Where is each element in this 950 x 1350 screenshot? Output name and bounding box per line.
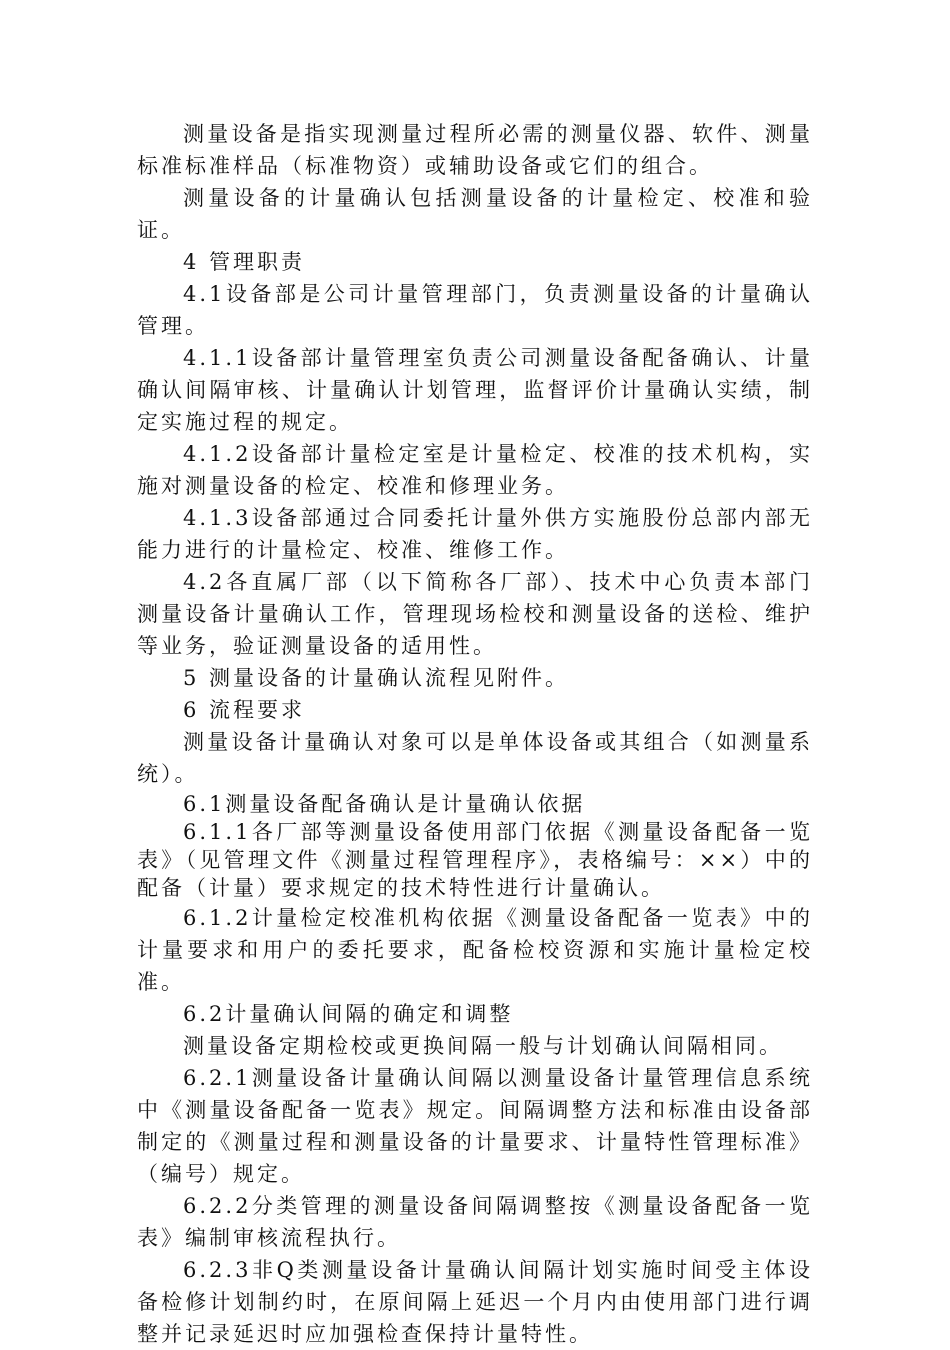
- paragraph-definition-confirmation: 测量设备的计量确认包括测量设备的计量检定、校准和验证。: [137, 186, 813, 242]
- paragraph-confirmation-object: 测量设备计量确认对象可以是单体设备或其组合（如测量系统）。: [137, 730, 813, 786]
- clause-4-2: 4.2各直属厂部（以下简称各厂部）、技术中心负责本部门测量设备计量确认工作，管理现场检校和测量设备的送检、维护等业务，验证测量设备的适用性。: [137, 570, 813, 658]
- clause-4-1-2: 4.1.2设备部计量检定室是计量检定、校准的技术机构，实施对测量设备的检定、校准和修理业务。: [137, 442, 813, 498]
- document-body: [137, 118, 813, 1350]
- paragraph-interval-general: 测量设备定期检校或更换间隔一般与计划确认间隔相同。: [183, 1034, 783, 1058]
- section-heading-6: 6 流程要求: [183, 698, 306, 722]
- clause-6-2: 6.2计量确认间隔的确定和调整: [183, 1002, 514, 1026]
- clause-4-1: 4.1设备部是公司计量管理部门，负责测量设备的计量确认管理。: [137, 282, 813, 338]
- section-heading-4: 4 管理职责: [183, 250, 306, 274]
- section-heading-5: 5 测量设备的计量确认流程见附件。: [183, 666, 570, 690]
- clause-6-1-2: 6.1.2计量检定校准机构依据《测量设备配备一览表》中的计量要求和用户的委托要求，配备检校资源和实施计量检定校准。: [137, 906, 813, 994]
- paragraph-definition-measuring-equipment: 测量设备是指实现测量过程所必需的测量仪器、软件、测量标准标准样品（标准物资）或辅助设备或它们的组合。: [137, 122, 813, 178]
- clause-4-1-3: 4.1.3设备部通过合同委托计量外供方实施股份总部内部无能力进行的计量检定、校准、维修工作。: [137, 506, 813, 562]
- clause-6-2-2: 6.2.2分类管理的测量设备间隔调整按《测量设备配备一览表》编制审核流程执行。: [137, 1194, 813, 1250]
- clause-6-2-3: 6.2.3非Q类测量设备计量确认间隔计划实施时间受主体设备检修计划制约时，在原间隔上延迟一个月内由使用部门进行调整并记录延迟时应加强检查保持计量特性。: [137, 1258, 813, 1346]
- clause-6-1-1: 6.1.1各厂部等测量设备使用部门依据《测量设备配备一览表》（见管理文件《测量过程管理程序》，表格编号：××）中的配备（计量）要求规定的技术特性进行计量确认。: [137, 820, 813, 900]
- clause-4-1-1: 4.1.1设备部计量管理室负责公司测量设备配备确认、计量确认间隔审核、计量确认计划管理，监督评价计量确认实绩，制定实施过程的规定。: [137, 346, 813, 434]
- clause-6-1: 6.1测量设备配备确认是计量确认依据: [183, 792, 586, 816]
- clause-6-2-1: 6.2.1测量设备计量确认间隔以测量设备计量管理信息系统中《测量设备配备一览表》规定。间隔调整方法和标准由设备部制定的《测量过程和测量设备的计量要求、计量特性管理标准》（编号）规定。: [137, 1066, 813, 1186]
